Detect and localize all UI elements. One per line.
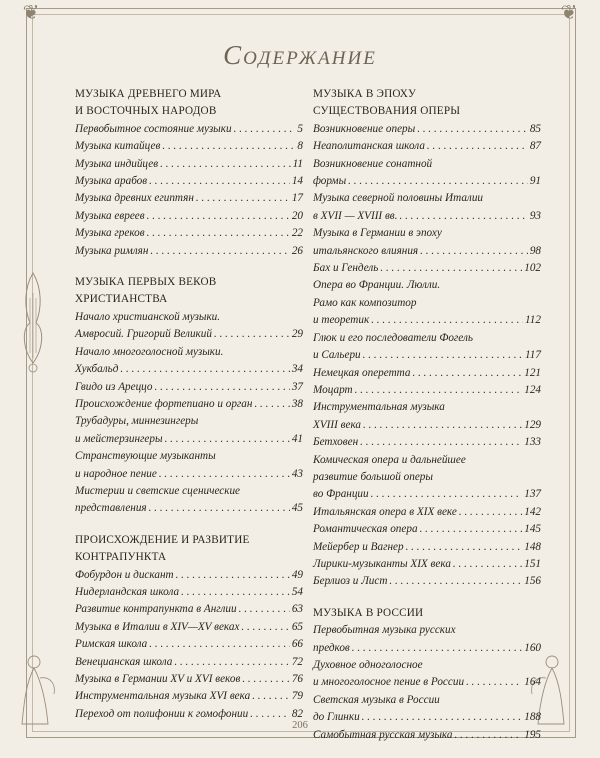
entry-title: Музыка евреев: [75, 209, 145, 222]
toc-entry[interactable]: [75, 344, 303, 379]
entry-title: Романтическая опера: [313, 523, 418, 536]
entry-title: XVIII века: [313, 418, 362, 431]
entry-line: [313, 365, 541, 382]
entry-title: Моцарт: [313, 383, 353, 396]
dot-leader: [352, 640, 522, 657]
toc-entry[interactable]: [313, 504, 541, 521]
section-title: ХРИСТИАНСТВА: [75, 293, 168, 306]
dot-leader: [348, 173, 528, 190]
entry-title: Музыка греков: [75, 227, 145, 240]
entry-page-number: 22: [291, 227, 303, 240]
entry-line: [313, 674, 541, 691]
entry-page-number: 117: [525, 349, 541, 362]
toc-entry[interactable]: [75, 379, 303, 396]
entry-line: [313, 521, 541, 538]
toc-entry[interactable]: [75, 309, 303, 344]
dot-leader: [399, 208, 527, 225]
dot-leader: [252, 688, 290, 705]
corner-ornament-icon: ❦: [560, 2, 578, 24]
dot-leader: [427, 138, 528, 155]
entry-title: предков: [313, 641, 350, 654]
dot-leader: [155, 379, 290, 396]
entry-line: [75, 636, 303, 653]
entry-page-number: 124: [524, 383, 541, 396]
entry-line: [75, 173, 303, 190]
toc-entry[interactable]: [313, 539, 541, 556]
dot-leader: [234, 121, 296, 138]
entry-text-line: Опера во Франции. Люлли.: [313, 279, 441, 292]
toc-section: [75, 274, 303, 518]
entry-text-line: Музыка северной половины Италии: [313, 192, 484, 205]
dot-leader: [241, 619, 289, 636]
entry-title: Самобытная русская музыка: [313, 728, 453, 741]
dot-leader: [150, 243, 289, 260]
entry-page-number: 17: [291, 192, 303, 205]
entry-text-line: Начало многоголосной музыки.: [75, 345, 224, 358]
entry-title: Хукбальд: [75, 363, 119, 376]
toc-entry[interactable]: [75, 243, 303, 260]
entry-line: [75, 225, 303, 242]
dot-leader: [159, 466, 290, 483]
toc-entry[interactable]: [313, 225, 541, 260]
entry-page-number: 156: [524, 575, 541, 588]
entry-title: Амвросий. Григорий Великий: [75, 328, 212, 341]
entry-page-number: 49: [291, 568, 303, 581]
dot-leader: [181, 584, 290, 601]
entry-title: Итальянская опера в XIX веке: [313, 505, 457, 518]
entry-text-line: развитие большой оперы: [313, 470, 433, 483]
dot-leader: [147, 208, 290, 225]
entry-page-number: 145: [524, 523, 541, 536]
toc-entry[interactable]: [75, 671, 303, 688]
entry-title: Музыка древних египтян: [75, 192, 194, 205]
toc-entry[interactable]: [75, 138, 303, 155]
entry-page-number: 137: [524, 488, 541, 501]
toc-entry[interactable]: [313, 434, 541, 451]
entry-line: [75, 567, 303, 584]
entry-line: [313, 573, 541, 590]
toc-entry[interactable]: [313, 452, 541, 504]
dot-leader: [176, 567, 290, 584]
toc-section: [75, 532, 303, 723]
entry-page-number: 82: [291, 707, 303, 720]
toc-entry[interactable]: [75, 601, 303, 618]
toc-entry[interactable]: [75, 225, 303, 242]
dot-leader: [363, 417, 522, 434]
entry-title: Инструментальная музыка XVI века: [75, 690, 251, 703]
toc-entry[interactable]: [75, 396, 303, 413]
toc-entry[interactable]: [75, 173, 303, 190]
entry-page-number: 160: [524, 641, 541, 654]
toc-entry[interactable]: [313, 121, 541, 138]
figure-ornament-icon: [16, 648, 60, 728]
entry-title: Немецкая оперетта: [313, 366, 411, 379]
entry-line: [75, 500, 303, 517]
entry-line: [75, 654, 303, 671]
dot-leader: [149, 500, 290, 517]
page-title: Содержание: [223, 40, 377, 70]
entry-text-line: Странствующие музыканты: [75, 450, 216, 463]
entry-page-number: 164: [524, 676, 541, 689]
entry-text-line: Комическая опера и дальнейшее: [313, 453, 466, 466]
toc-entry[interactable]: [75, 156, 303, 173]
toc-entry[interactable]: [75, 483, 303, 518]
toc-right-column: [313, 86, 541, 758]
entry-title: и мейстерзингеры: [75, 432, 163, 445]
entry-title: Музыка индийцев: [75, 157, 159, 170]
entry-line: [313, 173, 541, 190]
entry-line: [313, 434, 541, 451]
dot-leader: [355, 382, 523, 399]
dot-leader: [160, 156, 291, 173]
entry-line: [313, 486, 541, 503]
entry-page-number: 129: [524, 418, 541, 431]
entry-page-number: 148: [524, 540, 541, 553]
dot-leader: [149, 173, 290, 190]
dot-leader: [147, 225, 290, 242]
entry-page-number: 37: [291, 380, 303, 393]
entry-page-number: 91: [529, 175, 541, 188]
dot-leader: [214, 326, 290, 343]
toc-entry[interactable]: [313, 399, 541, 434]
dot-leader: [420, 521, 523, 538]
entry-line: [75, 584, 303, 601]
entry-line: [313, 539, 541, 556]
entry-line: [75, 138, 303, 155]
entry-line: [313, 556, 541, 573]
entry-page-number: 34: [291, 363, 303, 376]
entry-title: Возникновение оперы: [313, 122, 416, 135]
toc-entry[interactable]: [75, 619, 303, 636]
dot-leader: [149, 636, 290, 653]
dot-leader: [239, 601, 290, 618]
entry-page-number: 76: [291, 673, 303, 685]
dot-leader: [453, 556, 522, 573]
entry-title: и многоголосное пение в России: [313, 676, 465, 689]
entry-page-number: 112: [525, 314, 541, 327]
entry-page-number: 98: [529, 244, 541, 257]
entry-page-number: 45: [291, 502, 303, 515]
entry-title: Происхождение фортепиано и орган: [75, 397, 253, 410]
toc-entry[interactable]: [75, 654, 303, 671]
toc-entry[interactable]: [75, 121, 303, 138]
entry-page-number: 142: [524, 505, 541, 518]
entry-line: [75, 243, 303, 260]
entry-text-line: Мистерии и светские сценические: [75, 484, 241, 497]
toc-entry[interactable]: [75, 448, 303, 483]
dot-leader: [417, 121, 528, 138]
entry-line: [75, 208, 303, 225]
entry-title: Музыка китайцев: [75, 140, 161, 153]
entry-line: [75, 671, 303, 688]
entry-page-number: 43: [291, 467, 303, 480]
dot-leader: [380, 260, 522, 277]
entry-line: [313, 243, 541, 260]
toc-entry[interactable]: [313, 657, 541, 692]
entry-title: Музыка в Италии в XIV—XV веках: [75, 620, 240, 633]
dot-leader: [466, 674, 522, 691]
entry-line: [313, 504, 541, 521]
section-title: МУЗЫКА В РОССИИ: [313, 606, 424, 619]
toc-entry[interactable]: [313, 382, 541, 399]
toc-entry[interactable]: [75, 636, 303, 653]
entry-title: формы: [313, 175, 347, 188]
dot-leader: [363, 347, 523, 364]
entry-text-line: Светская музыка в России: [313, 693, 440, 706]
entry-page-number: 54: [291, 585, 303, 598]
dot-leader: [389, 573, 522, 590]
dot-leader: [412, 365, 522, 382]
entry-title: Фобурдон и дискант: [75, 568, 174, 581]
dot-leader: [254, 396, 289, 413]
entry-title: Берлиоз и Лист: [313, 575, 388, 588]
entry-title: Бетховен: [313, 436, 359, 449]
entry-text-line: Начало христианской музыки.: [75, 310, 221, 323]
entry-title: Римская школа: [75, 638, 148, 651]
entry-line: [313, 382, 541, 399]
toc-entry[interactable]: [75, 688, 303, 705]
entry-line: [313, 312, 541, 329]
section-title: КОНТРАПУНКТА: [75, 551, 167, 564]
entry-title: Музыка в Германии XV и XVI веков: [75, 673, 241, 685]
entry-page-number: 38: [291, 397, 303, 410]
toc-entry[interactable]: [313, 365, 541, 382]
entry-line: [75, 190, 303, 207]
entry-title: Нидерландская школа: [75, 585, 180, 598]
toc-entry[interactable]: [313, 556, 541, 573]
entry-page-number: 85: [529, 122, 541, 135]
entry-page-number: 26: [291, 244, 303, 257]
entry-page-number: 72: [291, 655, 303, 668]
entry-text-line: Глюк и его последователи Фогель: [313, 331, 473, 344]
entry-page-number: 63: [291, 603, 303, 616]
entry-title: Первобытное состояние музыки: [75, 122, 232, 135]
toc-entry[interactable]: [313, 521, 541, 538]
dot-leader: [174, 654, 289, 671]
toc-entry[interactable]: [313, 573, 541, 590]
entry-title: Развитие контрапункта в Англии: [75, 603, 237, 616]
section-title: ПРОИСХОЖДЕНИЕ И РАЗВИТИЕ: [75, 533, 250, 546]
entry-line: [313, 260, 541, 277]
toc-entry[interactable]: [75, 413, 303, 448]
entry-title: Гвидо из Ареццо: [75, 380, 153, 393]
toc-entry[interactable]: [313, 277, 541, 329]
entry-line: [75, 396, 303, 413]
entry-title: Лирики-музыканты XIX века: [313, 557, 451, 570]
entry-title: в XVII — XVIII вв.: [313, 209, 398, 222]
toc-entry[interactable]: [75, 584, 303, 601]
section-title: МУЗЫКА В ЭПОХУ: [313, 88, 417, 100]
corner-ornament-icon: ❦: [22, 2, 40, 24]
dot-leader: [360, 434, 522, 451]
entry-page-number: 102: [524, 262, 541, 275]
entry-page-number: 66: [291, 638, 303, 651]
entry-line: [313, 347, 541, 364]
entry-line: [75, 326, 303, 343]
entry-page-number: 79: [291, 690, 303, 703]
entry-text-line: Возникновение сонатной: [313, 157, 433, 170]
page-number: 206: [292, 720, 308, 731]
entry-text-line: Рамо как композитор: [313, 296, 417, 309]
entry-page-number: 65: [291, 620, 303, 633]
dot-leader: [196, 190, 290, 207]
entry-text-line: Трубадуры, миннезингеры: [75, 415, 199, 428]
entry-line: [313, 121, 541, 138]
dot-leader: [371, 312, 523, 329]
entry-title: во Франции: [313, 488, 369, 501]
entry-title: Неаполитанская школа: [313, 140, 425, 153]
entry-page-number: 11: [292, 157, 303, 170]
toc-entry[interactable]: [75, 567, 303, 584]
dot-leader: [162, 138, 295, 155]
toc-entry[interactable]: [313, 260, 541, 277]
entry-text-line: Первобытная музыка русских: [313, 624, 456, 637]
entry-page-number: 195: [524, 728, 541, 741]
entry-line: [313, 417, 541, 434]
entry-text-line: Духовное одноголосное: [313, 659, 423, 671]
toc-entry[interactable]: [75, 190, 303, 207]
entry-page-number: 8: [297, 140, 303, 153]
entry-line: [75, 379, 303, 396]
entry-title: и Сальери: [313, 349, 361, 362]
toc-section: [313, 86, 541, 591]
entry-title: Музыка римлян: [75, 244, 149, 257]
entry-page-number: 188: [524, 711, 541, 724]
toc-entry[interactable]: [313, 622, 541, 657]
section-title: МУЗЫКА ДРЕВНЕГО МИРА: [75, 88, 222, 100]
entry-title: до Глинки: [313, 711, 360, 724]
entry-line: [75, 688, 303, 705]
entry-page-number: 87: [529, 140, 541, 153]
dot-leader: [165, 431, 290, 448]
entry-title: Бах и Гендель: [313, 262, 379, 275]
entry-page-number: 20: [291, 209, 303, 222]
entry-page-number: 41: [291, 432, 303, 445]
toc-section: [75, 86, 303, 260]
entry-title: Музыка арабов: [75, 175, 148, 188]
entry-page-number: 133: [524, 436, 541, 449]
entry-page-number: 14: [291, 175, 303, 188]
lyre-ornament-icon: [16, 268, 50, 378]
entry-text-line: Инструментальная музыка: [313, 401, 445, 414]
dot-leader: [406, 539, 523, 556]
entry-title: итальянского влияния: [313, 244, 419, 257]
entry-page-number: 151: [524, 557, 541, 570]
toc-entry[interactable]: [313, 138, 541, 155]
toc-entry[interactable]: [313, 190, 541, 225]
section-title: И ВОСТОЧНЫХ НАРОДОВ: [75, 105, 217, 118]
section-title: СУЩЕСТВОВАНИЯ ОПЕРЫ: [313, 105, 461, 118]
entry-title: и народное пение: [75, 467, 157, 480]
entry-line: [75, 466, 303, 483]
entry-line: [313, 640, 541, 657]
entry-page-number: 5: [297, 122, 303, 135]
toc-entry[interactable]: [313, 156, 541, 191]
entry-title: Мейербер и Вагнер: [313, 540, 404, 553]
dot-leader: [371, 486, 523, 503]
entry-line: [75, 121, 303, 138]
dot-leader: [242, 671, 290, 688]
entry-title: Венецианская школа: [75, 655, 173, 668]
dot-leader: [420, 243, 528, 260]
dot-leader: [120, 361, 289, 378]
entry-line: [75, 156, 303, 173]
toc-left-column: [75, 86, 303, 737]
entry-page-number: 29: [291, 328, 303, 341]
toc-entry[interactable]: [75, 208, 303, 225]
entry-title: представления: [75, 502, 147, 515]
entry-line: [313, 208, 541, 225]
entry-title: и теоретик: [313, 314, 370, 327]
entry-page-number: 121: [524, 366, 541, 379]
entry-line: [75, 619, 303, 636]
entry-line: [313, 138, 541, 155]
dot-leader: [459, 504, 522, 521]
entry-page-number: 93: [529, 209, 541, 222]
toc-entry[interactable]: [313, 330, 541, 365]
entry-line: [75, 431, 303, 448]
entry-text-line: Музыка в Германии в эпоху: [313, 227, 442, 240]
entry-title: Переход от полифонии к гомофонии: [75, 707, 249, 720]
entry-line: [75, 601, 303, 618]
section-title: МУЗЫКА ПЕРВЫХ ВЕКОВ: [75, 276, 217, 289]
entry-line: [75, 361, 303, 378]
